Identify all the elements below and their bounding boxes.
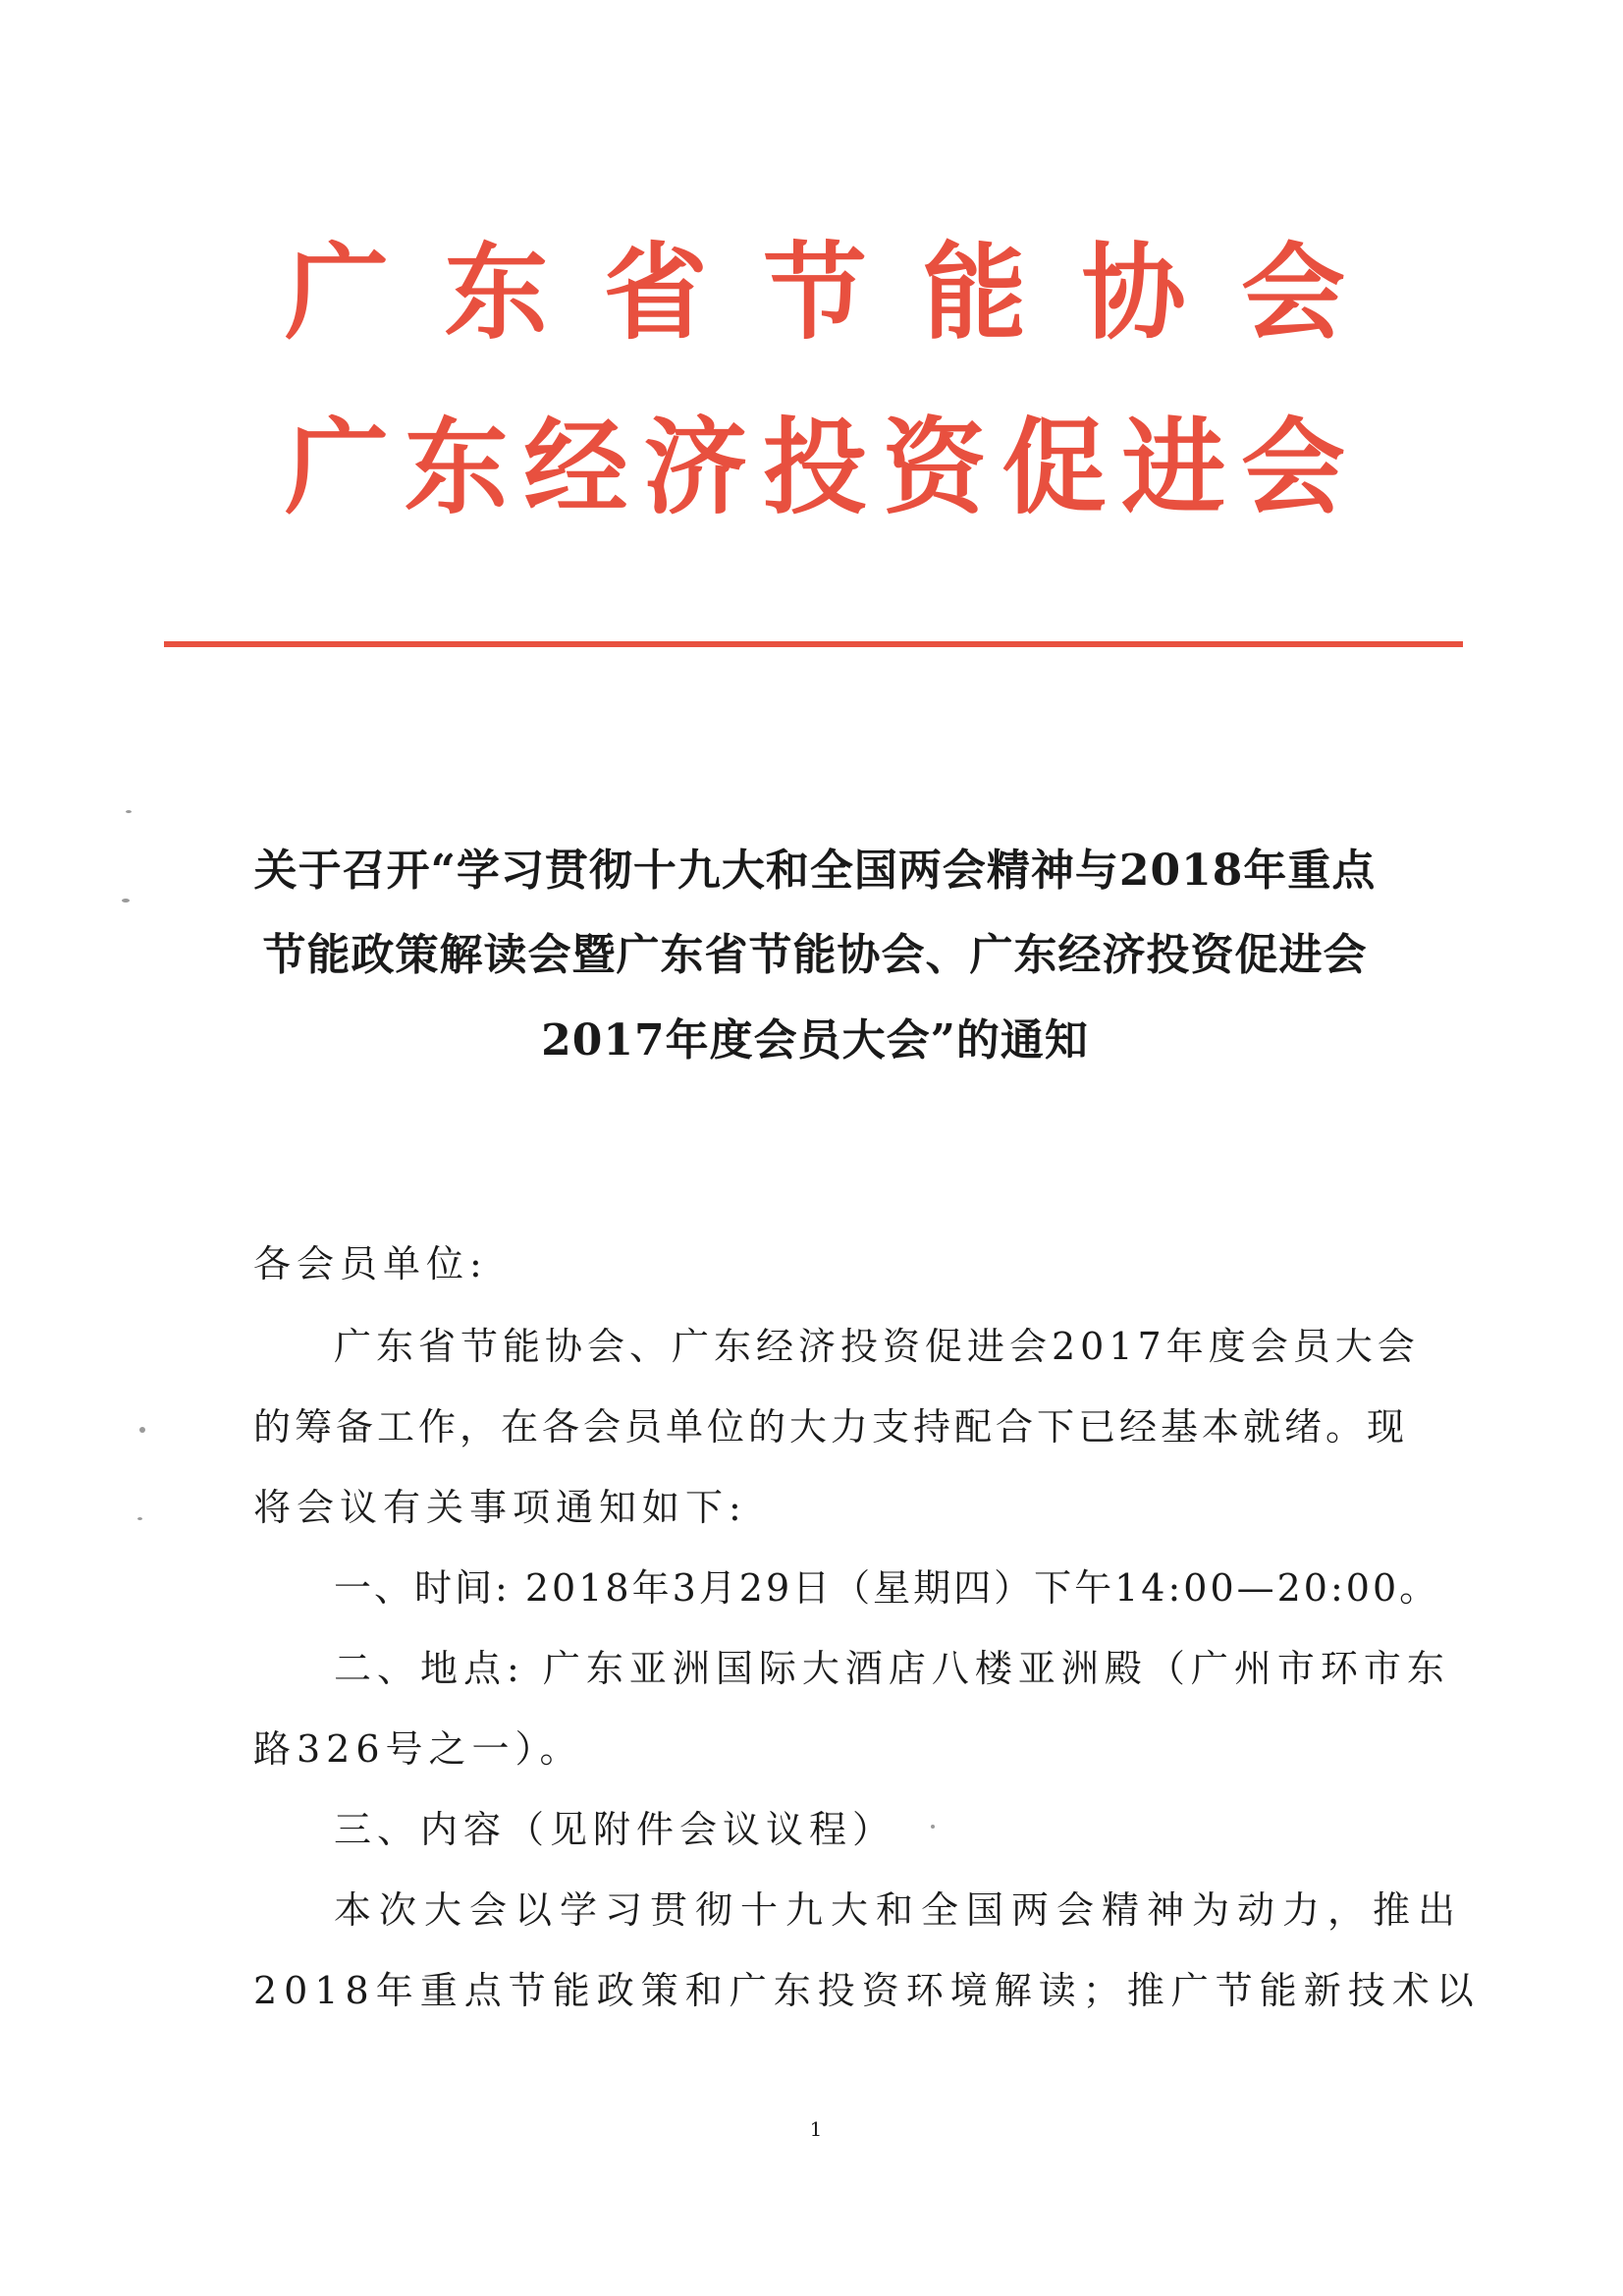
body-line: 广东省节能协会、广东经济投资促进会2017年度会员大会 <box>334 1325 1420 1368</box>
body-line: 将会议有关事项通知如下: <box>253 1486 747 1529</box>
letterhead-char: 济 <box>643 406 748 528</box>
letterhead-char: 协 <box>1081 231 1186 354</box>
scan-speck <box>931 1825 935 1829</box>
letterhead-char: 促 <box>1001 406 1107 528</box>
meeting-time: 一、时间: 2018年3月29日（星期四）下午14:00—20:00。 <box>334 1566 1440 1610</box>
letterhead-char: 东 <box>404 406 509 528</box>
meeting-location: 二、地点: 广东亚洲国际大酒店八楼亚洲殿（广州市环市东 <box>334 1647 1450 1690</box>
letterhead-char: 资 <box>882 406 987 528</box>
letterhead-char: 会 <box>1241 406 1345 528</box>
letterhead-char: 投 <box>763 406 867 528</box>
letterhead-char: 节 <box>762 231 867 354</box>
letterhead-char: 广 <box>285 406 389 528</box>
scan-speck <box>139 1427 145 1433</box>
letterhead-org-1 <box>285 231 1345 354</box>
body-line: 2018年重点节能政策和广东投资环境解读；推广节能新技术以 <box>253 1969 1481 2012</box>
body-line: 本次大会以学习贯彻十九大和全国两会精神为动力，推出 <box>334 1888 1464 1932</box>
letterhead-char: 经 <box>523 406 628 528</box>
scan-speck <box>122 899 130 902</box>
letterhead-char: 能 <box>922 231 1027 354</box>
meeting-content: 三、内容（见附件会议议程） <box>334 1808 896 1851</box>
notice-title-line-2: 节能政策解读会暨广东省节能协会、广东经济投资促进会 <box>262 930 1368 980</box>
meeting-location-cont: 路326号之一）。 <box>253 1727 583 1771</box>
notice-title-line-3: 2017年度会员大会”的通知 <box>541 1015 1089 1066</box>
letterhead-char: 会 <box>1240 231 1345 354</box>
scan-speck <box>126 810 132 813</box>
letterhead-char: 东 <box>444 231 549 354</box>
letterhead-char: 省 <box>603 231 708 354</box>
letterhead-char: 进 <box>1121 406 1226 528</box>
salutation: 各会员单位: <box>253 1242 488 1285</box>
body-line: 的筹备工作，在各会员单位的大力支持配合下已经基本就绪。现 <box>253 1405 1409 1449</box>
letterhead-divider <box>164 641 1463 647</box>
letterhead-char: 广 <box>285 231 389 354</box>
page-number: 1 <box>809 2117 823 2141</box>
notice-title-line-1: 关于召开“学习贯彻十九大和全国两会精神与2018年重点 <box>253 846 1377 896</box>
scan-speck <box>137 1517 142 1520</box>
letterhead-org-2 <box>285 406 1345 528</box>
